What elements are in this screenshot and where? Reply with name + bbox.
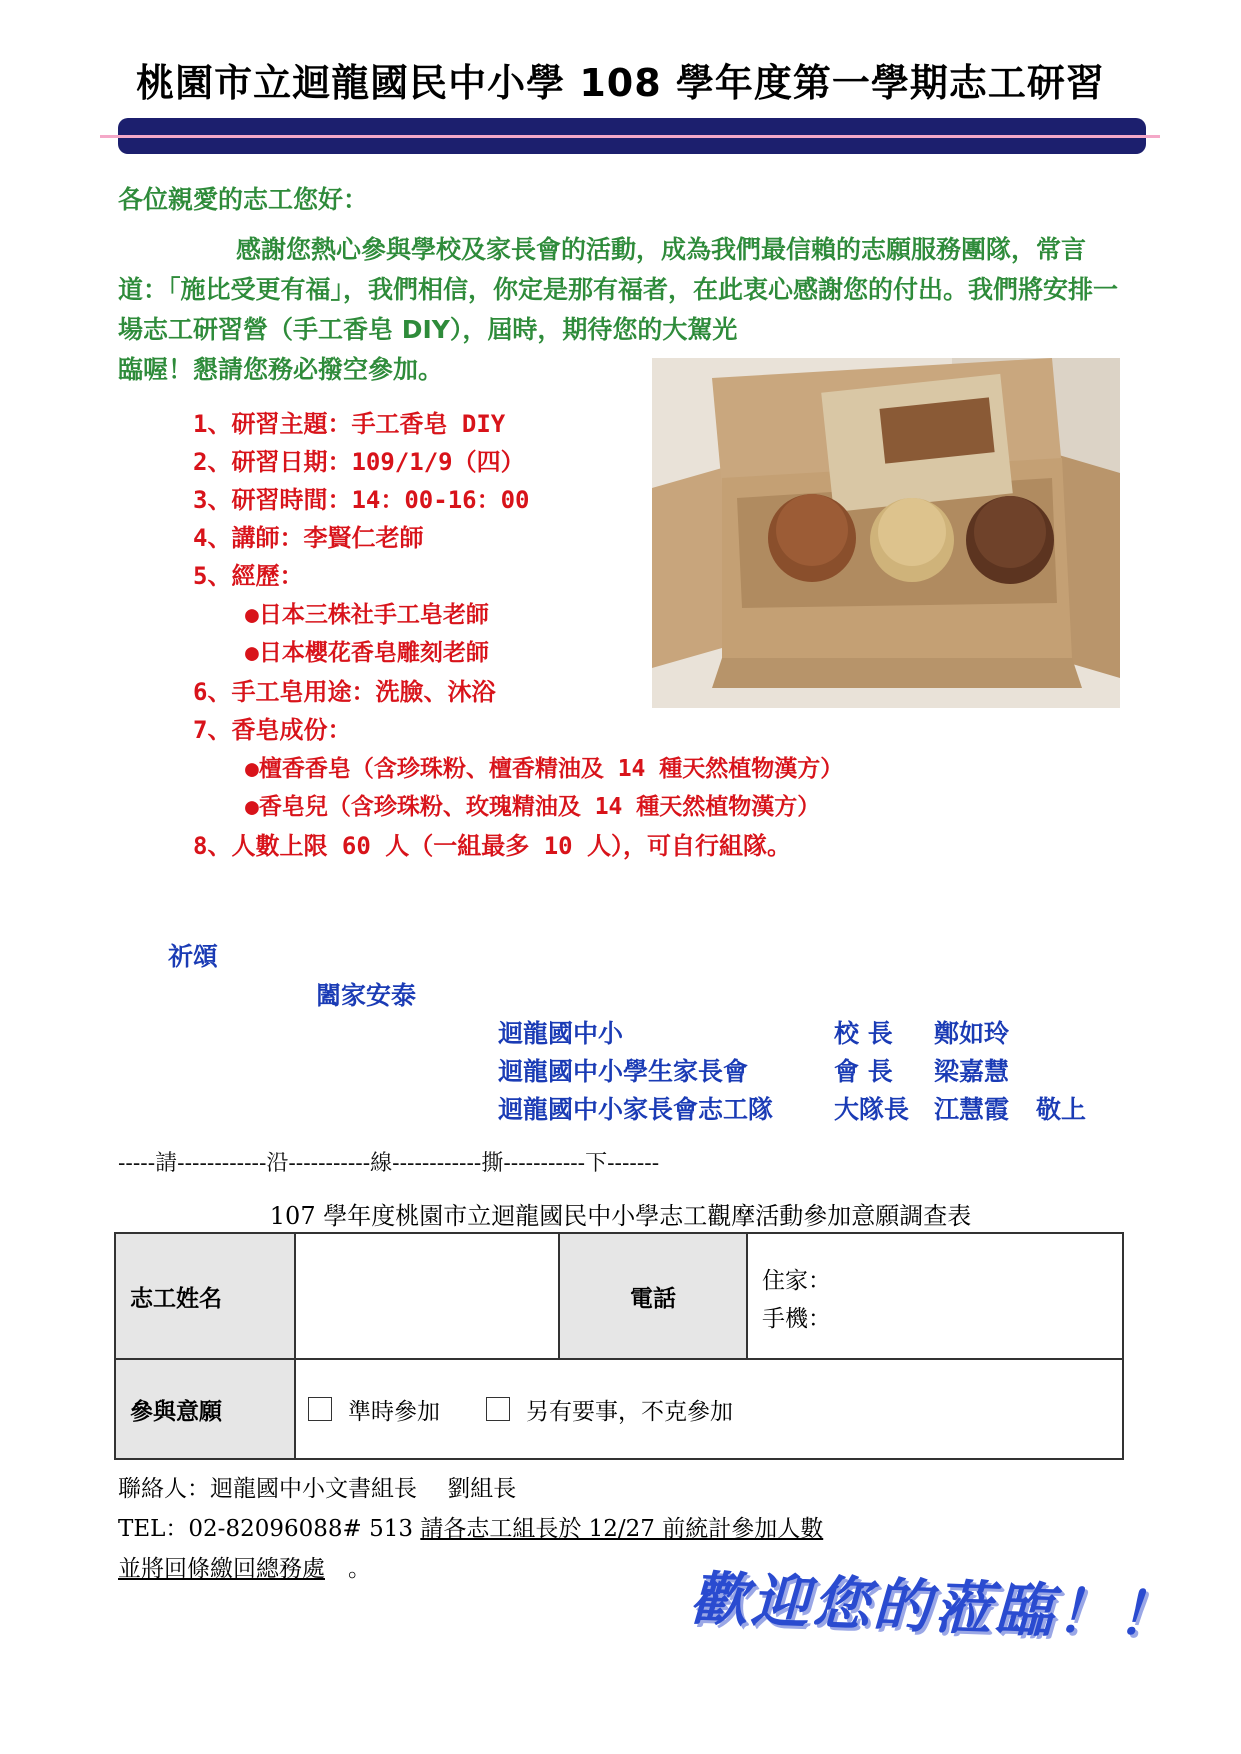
ingredient-item: ●檀香香皂（含珍珠粉、檀香精油及 14 種天然植物漢方） <box>245 756 844 782</box>
experience-item: ●日本櫻花香皂雕刻老師 <box>245 640 489 666</box>
signature-org: 迴龍國中小 <box>498 1019 624 1048</box>
mobile-phone-label: 手機： <box>762 1306 831 1332</box>
phone-label: 電話 <box>630 1284 676 1312</box>
welcome-banner: 歡迎您的蒞臨！！ <box>688 1564 1179 1650</box>
soap-box-icon <box>652 358 1120 708</box>
name-label: 志工姓名 <box>130 1284 222 1312</box>
detail-item: 8、人數上限 60 人（一組最多 10 人），可自行組隊。 <box>193 832 792 860</box>
signature-role: 會 長 <box>834 1057 893 1086</box>
greeting: 各位親愛的志工您好： <box>118 185 369 214</box>
tear-off-line: -----請------------沿-----------線------------撕-----------下------- <box>118 1151 660 1176</box>
detail-item: 7、香皂成份： <box>193 716 352 744</box>
signature-role: 大隊長 <box>834 1095 910 1124</box>
ingredient-item: ●香皂兒（含珍珠粉、玫瑰精油及 14 種天然植物漢方） <box>245 794 821 820</box>
return-note-line <box>118 1550 371 1583</box>
detail-item: 3、研習時間：14：00-16：00 <box>193 486 530 514</box>
contact-tel: TEL：02-82096088# 513 <box>118 1516 421 1542</box>
name-label-cell <box>115 1233 295 1359</box>
signature-name: 梁嘉慧 <box>934 1057 1010 1086</box>
home-phone-label: 住家： <box>762 1268 831 1294</box>
letter-paragraph: 感謝您熱心參與學校及家長會的活動，成為我們最信賴的志願服務團隊，常言道：「施比受更有福」，我們相信，你定是那有福者，在此衷心感謝您的付出。我們將安排一場志工研習營（手工香皂 DIY），屆時，期待您的大駕光 <box>118 235 1119 344</box>
detail-item: 1、研習主題：手工香皂 DIY <box>193 410 506 438</box>
experience-item: ●日本三株社手工皂老師 <box>245 602 489 628</box>
closing-line: 祈頌 <box>168 942 219 971</box>
return-note: 並將回條繳回總務處 <box>118 1556 325 1582</box>
closing-wish: 闔家安泰 <box>316 981 417 1010</box>
phone-input-cell[interactable] <box>747 1233 1123 1359</box>
intent-options-cell <box>295 1359 1123 1459</box>
decline-option-label: 另有要事，不克參加 <box>526 1398 733 1425</box>
decline-checkbox[interactable] <box>486 1397 510 1421</box>
title-pink-line <box>100 135 1160 138</box>
signature-name: 鄭如玲 <box>934 1019 1010 1048</box>
detail-item: 5、經歷： <box>193 562 304 590</box>
intent-label: 參與意願 <box>130 1397 222 1425</box>
detail-item: 6、手工皂用途：洗臉、沐浴 <box>193 678 496 706</box>
letter-paragraph-end: 臨喔！懇請您務必撥空參加。 <box>118 355 444 384</box>
form-title: 107 學年度桃園市立迴龍國民中小學志工觀摩活動參加意願調查表 <box>269 1202 972 1230</box>
signature-name: 江慧霞 <box>934 1095 1010 1124</box>
soap-gift-box-photo <box>652 358 1120 708</box>
page-title: 桃園市立迴龍國民中小學 108 學年度第一學期志工研習 <box>136 61 1105 105</box>
survey-form-table <box>114 1232 1124 1460</box>
intent-label-cell <box>115 1359 295 1459</box>
deadline-note: 請各志工組長於 12/27 前統計參加人數 <box>420 1516 824 1542</box>
signature-role: 校 長 <box>834 1019 893 1048</box>
signature-org: 迴龍國中小學生家長會 <box>498 1057 749 1086</box>
signature-org: 迴龍國中小家長會志工隊 <box>498 1095 774 1124</box>
phone-label-cell <box>559 1233 747 1359</box>
attend-checkbox[interactable] <box>308 1397 332 1421</box>
name-input-cell[interactable] <box>295 1233 559 1359</box>
signature-suffix: 敬上 <box>1036 1095 1087 1124</box>
contact-tel-line <box>118 1510 823 1543</box>
return-note-end: 。 <box>325 1556 371 1582</box>
detail-item: 4、講師：李賢仁老師 <box>193 524 424 552</box>
detail-item: 2、研習日期：109/1/9（四） <box>193 448 525 476</box>
contact-person: 聯絡人：迴龍國中小文書組長 劉組長 <box>118 1476 517 1502</box>
attend-option-label: 準時參加 <box>348 1398 440 1425</box>
